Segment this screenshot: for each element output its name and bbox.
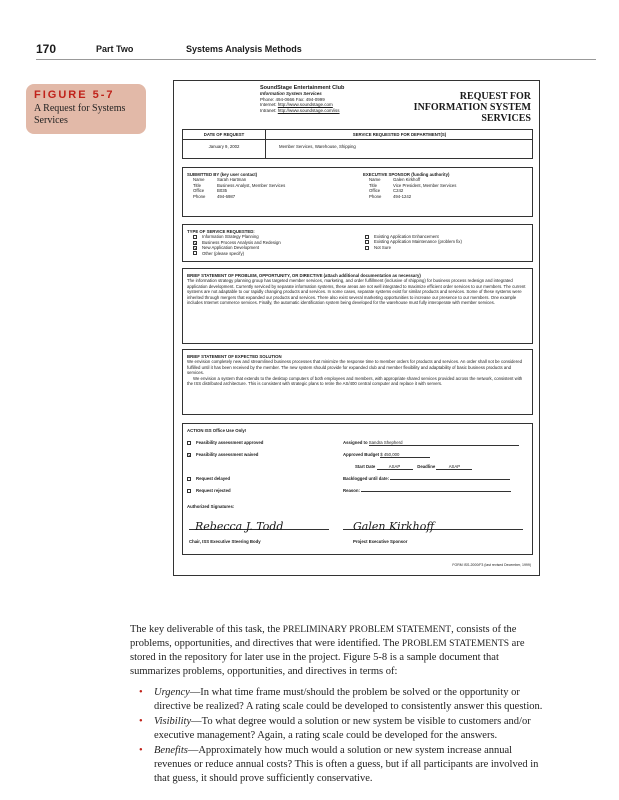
executive-sponsor: [363, 172, 456, 199]
service-type-label: Business Process Analysis and Redesign: [202, 239, 281, 245]
problem-title: BRIEF STATEMENT OF PROBLEM, OPPORTUNITY, OR DIRECTIVE (attach additional documentation as necessary): [187, 273, 421, 278]
submitted-key: Title: [193, 182, 201, 188]
start-date-field[interactable]: ASAP: [377, 464, 413, 470]
org-unit: Information System Services: [260, 91, 322, 97]
form-title: REQUEST FOR INFORMATION SYSTEM SERVICES: [413, 91, 531, 124]
sponsor-caption: Project Executive Sponsor: [353, 539, 408, 544]
section-label: Systems Analysis Methods: [186, 44, 302, 54]
service-type-checkbox[interactable]: [365, 235, 369, 239]
solution-box: [182, 349, 533, 415]
intranet-link[interactable]: http://www.soundstage.com/iss: [277, 107, 340, 113]
header-rule: [36, 59, 596, 60]
deadline-label: Deadline: [417, 464, 436, 469]
list-item-text: —To what degree would a solution or new system be visible to customers and/or executive management? Again, a rating scale could be developed for the answers.: [154, 716, 531, 741]
action-box: [182, 423, 533, 555]
org-phone: Phone: 494-0666 Fax: 494-0999: [260, 96, 325, 102]
org-block: [260, 86, 390, 113]
solution-text-2: We envision a system that extends to the desktop computers of both employees and members, with appropriate shared services provided across the network, consistent with the ISS distributed architecture. This is consistent with strategic plans to retire the AS/400 central computer and replace it with servers.: [187, 375, 523, 387]
internet-link[interactable]: http://www.soundstage.com: [277, 102, 333, 108]
service-type-label: Other (please specify): [202, 250, 245, 256]
service-type-checkbox[interactable]: [365, 246, 369, 250]
service-type-title: TYPE OF SERVICE REQUESTED:: [187, 229, 255, 234]
term-preliminary-problem-statement: PRELIMINARY PROBLEM STATEMENT: [282, 625, 452, 635]
list-item-text: —In what time frame must/should the problem be solved or the opportunity or directive be realized? A rating scale could be developed to consistently answer this question.: [154, 687, 543, 712]
feasibility-approved-checkbox[interactable]: [187, 441, 191, 445]
org-name: SoundStage Entertainment Club: [260, 85, 345, 91]
submitted-key: Phone: [193, 193, 206, 199]
figure-label: [26, 84, 146, 134]
sponsor-key: Office: [369, 188, 381, 194]
form-code: FORM ISS-2000/F3 (last revised December, 1999): [452, 563, 531, 567]
criteria-list: [136, 686, 550, 787]
request-delayed-checkbox[interactable]: [187, 477, 191, 481]
deadline-field[interactable]: ASAP: [436, 464, 472, 470]
sponsor-value: Vice President, Member Services: [393, 182, 457, 188]
sponsor-row: [363, 194, 456, 199]
backlogged-field[interactable]: [390, 479, 510, 480]
authorized-label: Authorized Signatures:: [187, 504, 235, 509]
service-type-label: Not Sure: [374, 244, 391, 250]
feasibility-waived-label: Feasibility assessment waived: [196, 452, 259, 457]
list-item: [136, 686, 550, 714]
chair-caption: Chair, ISS Executive Steering Body: [189, 539, 261, 544]
sponsor-value: 494-1242: [393, 193, 412, 199]
submitted-title: SUBMITTED BY (key user contact): [187, 172, 258, 177]
figure-caption: A Request for Systems Services: [34, 103, 126, 126]
figure-number: FIGURE 5-7: [34, 89, 115, 101]
list-item-text: —Approximately how much would a solution or new system increase annual revenues or reduce annual costs? This is often a guess, but if all participants are involved in that guess, it should prove sufficiently conservative.: [154, 745, 539, 784]
submitted-value: Sarah Hartman: [217, 177, 247, 183]
submitted-by: [187, 172, 285, 199]
feasibility-waived-checkbox[interactable]: X: [188, 452, 191, 458]
problem-box: [182, 268, 533, 344]
sponsor-key: Name: [369, 177, 381, 183]
reason-label: Reason:: [343, 488, 360, 493]
submitted-key: Office: [193, 188, 205, 194]
internet-label: Internet:: [260, 102, 277, 108]
service-type-checkbox[interactable]: X: [194, 240, 197, 246]
list-item-term: Visibility: [154, 716, 192, 727]
submitted-value: B035: [217, 188, 228, 194]
service-type-box: [182, 224, 533, 262]
service-value: Member Services, Warehouse, Shipping: [279, 144, 356, 149]
submitted-key: Name: [193, 177, 205, 183]
budget-field[interactable]: $ 450,000: [380, 452, 430, 458]
assigned-label: Assigned to: [343, 440, 368, 445]
term-problem-statements: PROBLEM STATEMENTS: [401, 639, 510, 649]
contacts-box: [182, 167, 533, 217]
chair-signature: Rebecca J. Todd: [189, 524, 329, 530]
service-type-checkbox[interactable]: X: [194, 245, 197, 251]
intranet-label: Intranet:: [260, 107, 277, 113]
date-header: DATE OF REQUEST: [203, 132, 245, 137]
list-item-term: Benefits: [154, 745, 188, 756]
service-type-option: [365, 245, 462, 250]
submitted-row: [187, 194, 285, 199]
service-type-label: New Application Development: [202, 245, 260, 251]
start-date-label: Start Date: [355, 464, 376, 469]
body-paragraph: The key deliverable of this task, the PRELIMINARY PROBLEM STATEMENT, consists of the problems, opportunities, and directives that were identified. The PROBLEM STATEMENTS are stored in the repository for later use in the project. Figure 5-8 is a sample document that summarizes problems, opportunities, and directives in terms of:: [130, 624, 525, 677]
list-item: [136, 715, 550, 743]
request-form: [173, 80, 540, 576]
sponsor-title: EXECUTIVE SPONSOR (funding authority): [363, 172, 450, 177]
list-item-term: Urgency: [154, 687, 190, 698]
sponsor-value: Galen Kirkhoff: [393, 177, 421, 183]
service-type-checkbox[interactable]: [193, 235, 197, 239]
feasibility-approved-label: Feasibility assessment approved: [196, 440, 264, 445]
service-header: SERVICE REQUESTED FOR DEPARTMENT(S): [352, 132, 447, 137]
service-type-checkbox[interactable]: [365, 240, 369, 244]
bullet-icon: •: [139, 745, 143, 756]
request-delayed-label: Request delayed: [196, 476, 231, 481]
service-type-label: Information Strategy Planning: [202, 234, 259, 240]
service-type-label: Existing Application Enhancement: [374, 234, 439, 239]
assigned-field[interactable]: Sandra Shepherd: [369, 440, 519, 446]
solution-text-1: We envision completely new and streamlined business processes that minimize the response time to member orders for products and services. An order shall not be considered fulfilled until it has been received by the member. The new system should provide for expanded club and member flexibility and adaptability of basic business products and services.: [187, 359, 523, 376]
service-type-checkbox[interactable]: [193, 251, 197, 255]
list-item: [136, 744, 550, 786]
page-number: 170: [36, 42, 57, 56]
bullet-icon: •: [139, 687, 143, 698]
solution-title: BRIEF STATEMENT OF EXPECTED SOLUTION: [187, 354, 282, 359]
backlogged-label: Backlogged until date:: [343, 476, 390, 481]
sponsor-value: C242: [393, 188, 404, 194]
bullet-icon: •: [139, 716, 143, 727]
sponsor-key: Phone: [369, 193, 382, 199]
action-title: ACTION ISS Office Use Only!: [187, 428, 247, 433]
submitted-value: Business Analyst, Member Services: [217, 182, 286, 188]
submitted-value: 494-6987: [217, 193, 236, 199]
service-type-label: Existing Application Maintenance (problem fix): [374, 239, 462, 245]
part-label: Part Two: [96, 44, 134, 54]
request-rejected-checkbox[interactable]: [187, 489, 191, 493]
date-value: January 9, 2002: [208, 144, 240, 149]
reason-field[interactable]: [361, 491, 511, 492]
sponsor-signature: Galen Kirkhoff: [343, 524, 523, 530]
request-rejected-label: Request rejected: [196, 488, 231, 493]
problem-text: The information strategy planning group has targeted member services, marketing, and order fulfillment (inclusive of shipping) for business process redesign and integrated application development. Currently serviced by separate information systems, these areas are not well integrated to maximize efficient order services to our members. The current systems are not adaptable to our rapidly changing products and services. In some cases, separate systems exist for similar products and services. Some of these systems were inherited through mergers that expanded our products and services. There also exist several marketing opportunities to increase our presence to our members. One example includes Internet commerce services. Finally, the automatic identification system being developed for the warehouse must fully interoperate with member services.: [187, 278, 526, 306]
request-date-table: [182, 129, 533, 159]
service-type-option: [193, 251, 281, 256]
page-header: [36, 42, 596, 58]
sponsor-key: Title: [369, 182, 377, 188]
budget-label: Approved Budget: [343, 452, 380, 457]
